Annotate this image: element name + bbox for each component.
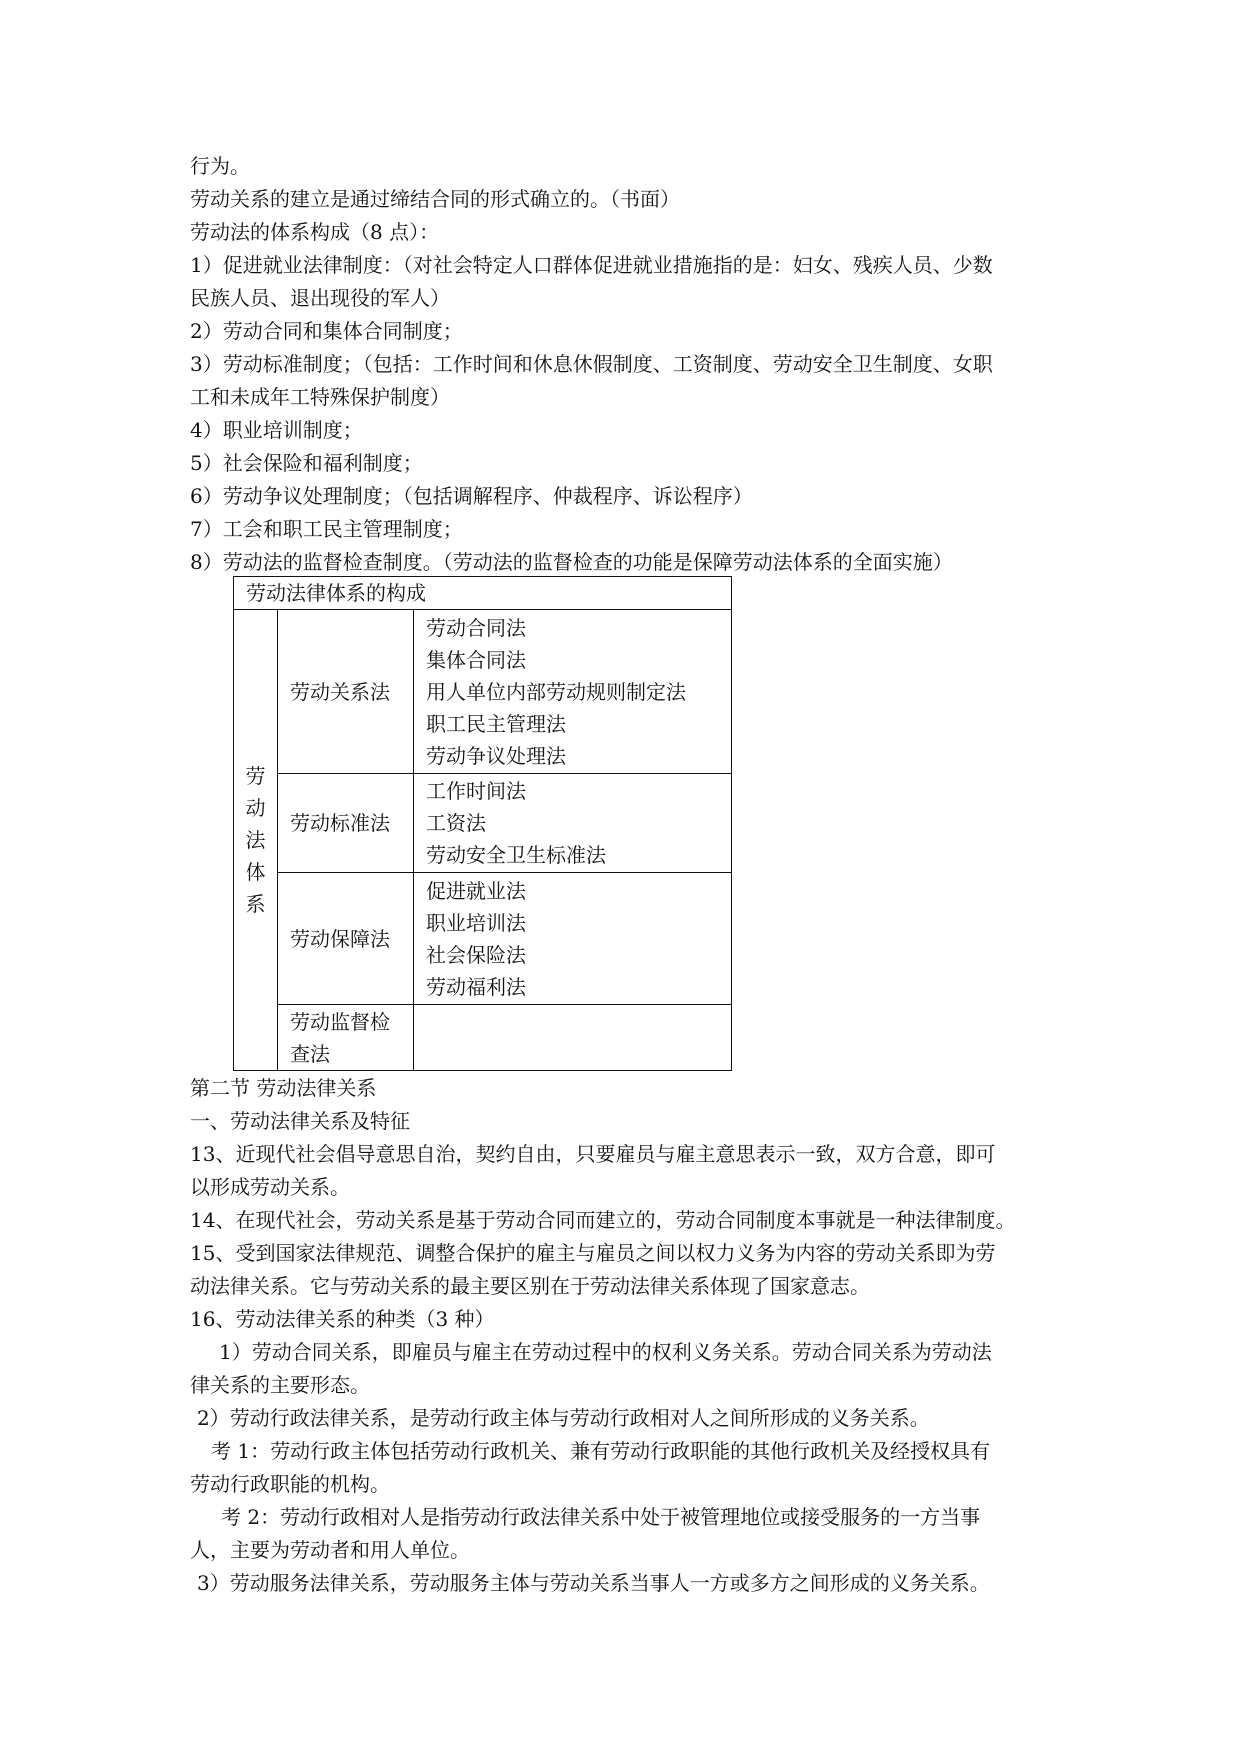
text-line: 一、劳动法律关系及特征 xyxy=(190,1109,410,1133)
category-cell xyxy=(278,1005,414,1071)
vertical-label-char: 法 xyxy=(245,828,266,852)
text-line: 6）劳动争议处理制度；（包括调解程序、仲裁程序、诉讼程序） xyxy=(190,484,753,508)
category-line: 查法 xyxy=(290,1041,330,1066)
table-item: 劳动争议处理法 xyxy=(426,743,566,768)
text-line: 14、在现代社会，劳动关系是基于劳动合同而建立的，劳动合同制度本事就是一种法律制度。 xyxy=(190,1208,1016,1232)
text-line: 3）劳动服务法律关系，劳动服务主体与劳动关系当事人一方或多方之间形成的义务关系。 xyxy=(197,1571,990,1595)
text-line: 人，主要为劳动者和用人单位。 xyxy=(190,1538,470,1562)
text-line: 以形成劳动关系。 xyxy=(190,1175,350,1199)
text-line: 1）促进就业法律制度：（对社会特定人口群体促进就业措施指的是：妇女、残疾人员、少数 xyxy=(190,253,993,277)
vertical-label-char: 劳 xyxy=(245,764,266,788)
vertical-label-cell xyxy=(234,610,278,1071)
category-cell: 劳动保障法 xyxy=(278,873,414,1005)
items-cell-empty xyxy=(414,1005,732,1071)
text-line: 4）职业培训制度； xyxy=(190,418,363,442)
text-line: 13、近现代社会倡导意思自治，契约自由，只要雇员与雇主意思表示一致，双方合意，即可 xyxy=(190,1142,996,1166)
category-line: 劳动监督检 xyxy=(290,1009,390,1034)
items-cell xyxy=(414,873,732,1005)
table-item: 职业培训法 xyxy=(426,910,526,935)
text-line: 5）社会保险和福利制度； xyxy=(190,451,423,475)
text-line: 16、劳动法律关系的种类（3 种） xyxy=(190,1307,495,1331)
table-item: 劳动安全卫生标准法 xyxy=(426,843,606,867)
text-line: 考 2：劳动行政相对人是指劳动行政法律关系中处于被管理地位或接受服务的一方当事 xyxy=(221,1505,981,1529)
text-line: 劳动关系的建立是通过缔结合同的形式确立的。（书面） xyxy=(190,187,680,211)
table-item: 劳动合同法 xyxy=(426,615,526,640)
text-line: 7）工会和职工民主管理制度； xyxy=(190,517,463,541)
table-item: 促进就业法 xyxy=(426,878,526,903)
text-line: 工和未成年工特殊保护制度） xyxy=(190,385,450,409)
text-line: 动法律关系。它与劳动关系的最主要区别在于劳动法律关系体现了国家意志。 xyxy=(190,1274,870,1298)
law-system-table xyxy=(233,576,732,1071)
table-item: 社会保险法 xyxy=(426,942,526,967)
vertical-label-char: 体 xyxy=(245,860,266,884)
text-line: 3）劳动标准制度；（包括：工作时间和休息休假制度、工资制度、劳动安全卫生制度、女职 xyxy=(190,352,993,376)
table-header: 劳动法律体系的构成 xyxy=(234,577,732,610)
vertical-label-char: 动 xyxy=(245,796,266,820)
text-line: 1）劳动合同关系，即雇员与雇主在劳动过程中的权利义务关系。劳动合同关系为劳动法 xyxy=(219,1340,992,1364)
text-line: 律关系的主要形态。 xyxy=(190,1373,370,1397)
table-item: 工作时间法 xyxy=(426,779,526,803)
text-line: 8）劳动法的监督检查制度。（劳动法的监督检查的功能是保障劳动法体系的全面实施） xyxy=(190,550,953,574)
text-line: 民族人员、退出现役的军人） xyxy=(190,286,450,310)
text-line: 15、受到国家法律规范、调整合保护的雇主与雇员之间以权力义务为内容的劳动关系即为劳 xyxy=(190,1241,996,1265)
text-line: 劳动行政职能的机构。 xyxy=(190,1472,390,1496)
category-cell: 劳动关系法 xyxy=(278,610,414,774)
text-line: 考 1：劳动行政主体包括劳动行政机关、兼有劳动行政职能的其他行政机关及经授权具有 xyxy=(211,1439,991,1463)
text-line: 劳动法的体系构成（8 点）： xyxy=(190,220,440,244)
text-line: 2）劳动合同和集体合同制度； xyxy=(190,319,463,343)
vertical-label-char: 系 xyxy=(245,892,266,916)
table-item: 集体合同法 xyxy=(426,647,526,672)
category-cell: 劳动标准法 xyxy=(278,774,414,873)
table-item: 劳动福利法 xyxy=(426,974,526,999)
table-item: 工资法 xyxy=(426,811,486,835)
items-cell xyxy=(414,774,732,873)
table-item: 用人单位内部劳动规则制定法 xyxy=(426,679,686,704)
items-cell xyxy=(414,610,732,774)
section-title: 第二节 劳动法律关系 xyxy=(190,1076,377,1100)
table-item: 职工民主管理法 xyxy=(426,711,566,736)
text-line: 行为。 xyxy=(190,154,250,178)
text-line: 2）劳动行政法律关系，是劳动行政主体与劳动行政相对人之间所形成的义务关系。 xyxy=(197,1406,930,1430)
